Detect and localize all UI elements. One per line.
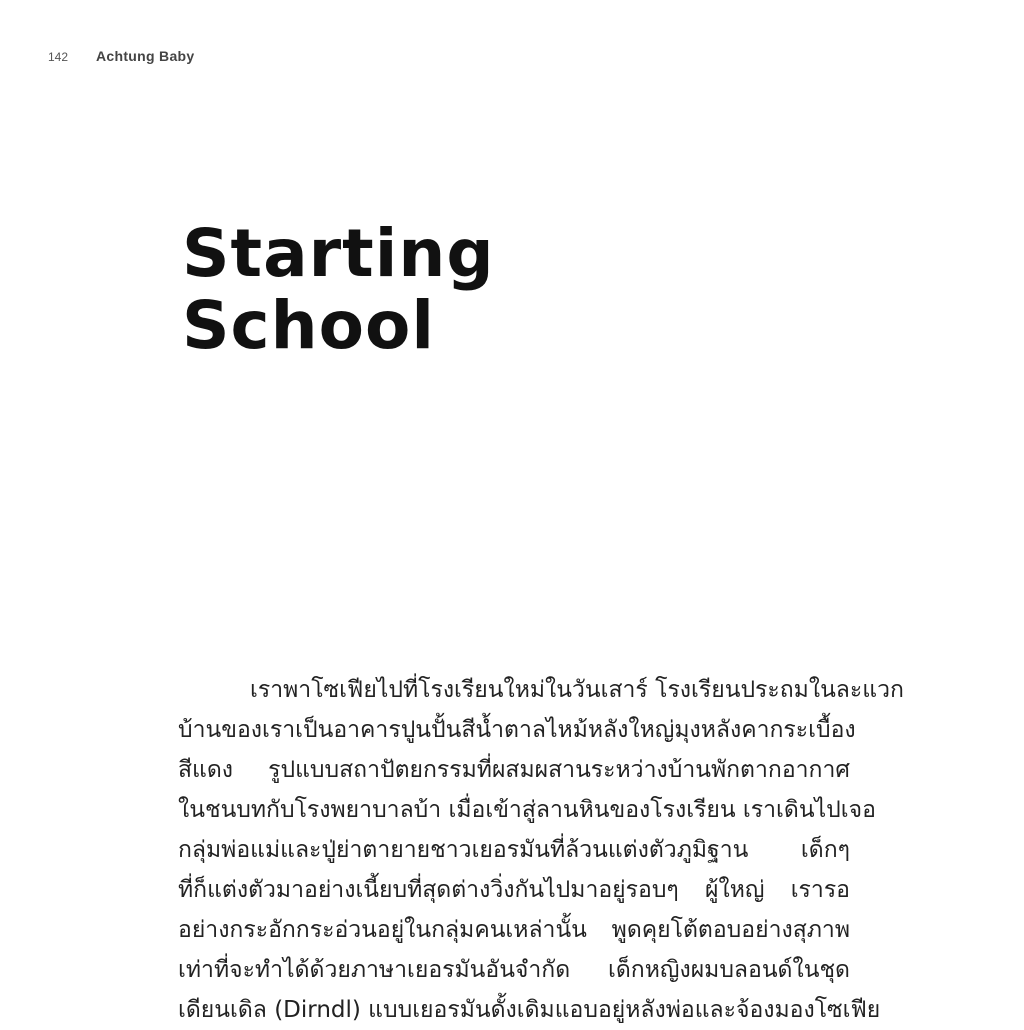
body-line: เราพาโซเฟียไปที่โรงเรียนใหม่ในวันเสาร์ โรงเรียนประถมในละแวก — [250, 677, 904, 703]
running-header — [48, 48, 195, 64]
body-paragraph — [178, 670, 904, 1030]
chapter-title-line-1: Starting — [182, 215, 495, 292]
body-line: สีแดง รูปแบบสถาปัตยกรรมที่ผสมผสานระหว่างบ้านพักตากอากาศ — [178, 757, 850, 783]
chapter-title-line-2: School — [182, 287, 435, 364]
body-line: กลุ่มพ่อแม่และปู่ย่าตายายชาวเยอรมันที่ล้วนแต่งตัวภูมิฐาน เด็กๆ — [178, 837, 850, 863]
page-number: 142 — [48, 50, 69, 64]
chapter-title — [182, 215, 495, 364]
body-line: เดียนเดิล (Dirndl) แบบเยอรมันดั้งเดิมแอบอยู่หลังพ่อและจ้องมองโซเฟีย — [178, 997, 881, 1023]
book-title: Achtung Baby — [96, 48, 195, 64]
body-line: เท่าที่จะทำได้ด้วยภาษาเยอรมันอันจำกัด เด็กหญิงผมบลอนด์ในชุด — [178, 957, 850, 983]
body-line: ในชนบทกับโรงพยาบาลบ้า เมื่อเข้าสู่ลานหินของโรงเรียน เราเดินไปเจอ — [178, 797, 876, 823]
body-line: ที่ก็แต่งตัวมาอย่างเนี้ยบที่สุดต่างวิ่งกันไปมาอยู่รอบๆ ผู้ใหญ่ เรารอ — [178, 877, 850, 903]
body-line: อย่างกระอักกระอ่วนอยู่ในกลุ่มคนเหล่านั้น พูดคุยโต้ตอบอย่างสุภาพ — [178, 917, 850, 943]
body-line: บ้านของเราเป็นอาคารปูนปั้นสีน้ำตาลไหม้หลังใหญ่มุงหลังคากระเบื้อง — [178, 717, 856, 743]
